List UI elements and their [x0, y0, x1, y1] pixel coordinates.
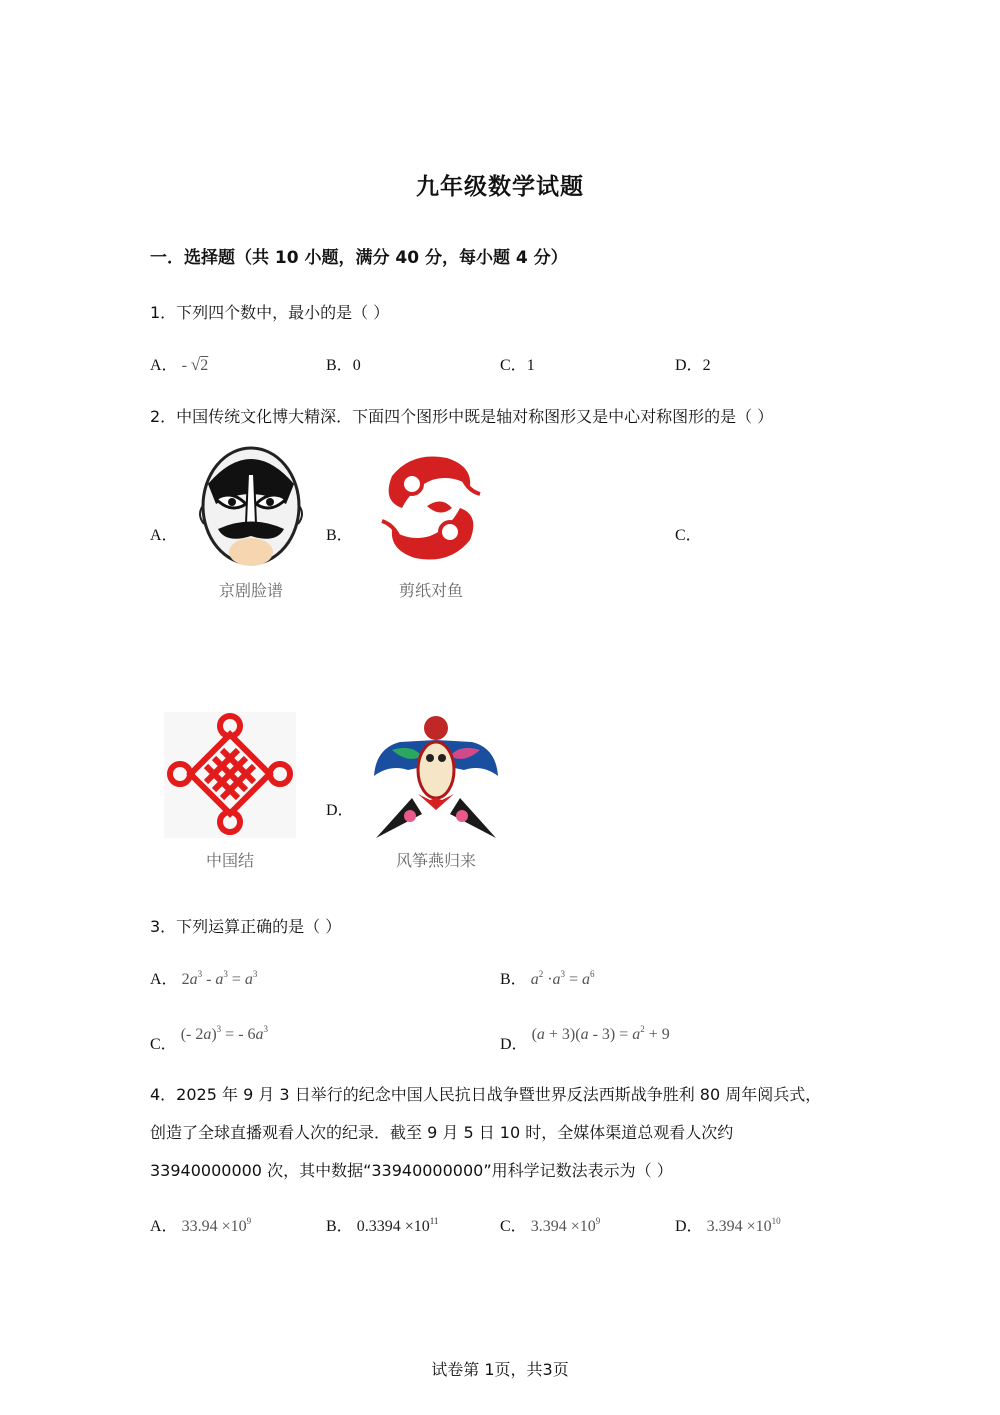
caption-opera-mask: 京剧脸谱 — [218, 581, 283, 600]
option-math: $3.394 \times 10^{10}$ — [706, 1216, 781, 1235]
option-math: $33.94 \times 10^9$ — [181, 1216, 252, 1235]
paper-cut-fish-image — [372, 446, 490, 574]
question-2-stem: 2．中国传统文化博大精深．下面四个图形中既是轴对称图形又是中心对称图形的是（ ） — [150, 407, 774, 426]
caption-swallow-kite: 风筝燕归来 — [395, 851, 476, 870]
option-label: B． — [500, 971, 527, 988]
q2-option-b-label: B． — [326, 527, 353, 544]
swallow-kite-image — [372, 714, 500, 844]
question-4-line-3: 33940000000 次，其中数据“33940000000”用科学记数法表示为（ ） — [150, 1161, 673, 1180]
section-heading: 一．选择题（共 10 小题，满分 40 分，每小题 4 分） — [150, 248, 568, 268]
option-math: (- 2a)$^3$ = - $6a^3$ — [180, 1024, 269, 1043]
option-label: B． — [326, 357, 353, 374]
page-footer: 试卷第 1页，共3页 — [431, 1360, 569, 1379]
option-value: 1 — [526, 357, 535, 374]
question-4-line-1: 4．2025 年 9 月 3 日举行的纪念中国人民抗日战争暨世界反法西斯战争胜利 80 周年阅兵式， — [150, 1085, 822, 1104]
option-label: A． — [150, 357, 178, 374]
question-4-line-2: 创造了全球直播观看人次的纪录．截至 9 月 5 日 10 时，全媒体渠道总观看人次约 — [150, 1123, 734, 1142]
q1-option-a — [150, 352, 208, 375]
q4-option-a — [150, 1213, 251, 1236]
q4-option-b — [326, 1213, 438, 1236]
q4-option-c — [500, 1213, 600, 1236]
option-value: 2 — [702, 357, 711, 374]
option-label: D． — [675, 1218, 703, 1235]
option-math: $2a^3 - a^3 = a^3$ — [181, 969, 258, 988]
q3-option-a — [150, 966, 257, 989]
option-label: B． — [326, 1218, 353, 1235]
option-label: D． — [500, 1036, 528, 1053]
q3-option-c — [150, 1024, 269, 1054]
option-math: $3.394 \times 10^9$ — [530, 1216, 601, 1235]
question-1-stem: 1．下列四个数中，最小的是（ ） — [150, 303, 390, 322]
opera-mask-image — [196, 444, 306, 572]
caption-paper-cut-fish: 剪纸对鱼 — [398, 581, 463, 600]
q3-option-b — [500, 966, 595, 989]
q2-option-d-label: D． — [326, 802, 354, 819]
option-math: $0.3394 \times 10^{11}$ — [356, 1216, 439, 1235]
option-label: A． — [150, 1218, 178, 1235]
page-title: 九年级数学试题 — [416, 174, 584, 200]
q1-option-c — [500, 352, 535, 375]
q2-option-a-label: A． — [150, 527, 178, 544]
q1-option-b — [326, 352, 361, 375]
q1-option-d — [675, 352, 711, 375]
chinese-knot-image — [164, 712, 296, 842]
q2-option-c-label: C． — [675, 527, 702, 544]
question-3-stem: 3．下列运算正确的是（ ） — [150, 917, 342, 936]
q3-option-d — [500, 1024, 670, 1054]
caption-chinese-knot: 中国结 — [205, 851, 254, 870]
option-math: $a^2 \cdot a^3 = a^6$ — [530, 969, 595, 988]
option-label: A． — [150, 971, 178, 988]
option-math: - √2 — [181, 355, 209, 374]
q4-option-d — [675, 1213, 781, 1236]
option-value: 0 — [352, 357, 361, 374]
option-label: C． — [500, 357, 527, 374]
option-math: $(a + 3)(a - 3) = a^2 + 9$ — [531, 1024, 670, 1043]
option-label: D． — [675, 357, 703, 374]
option-label: C． — [500, 1218, 527, 1235]
option-label: C． — [150, 1036, 177, 1053]
